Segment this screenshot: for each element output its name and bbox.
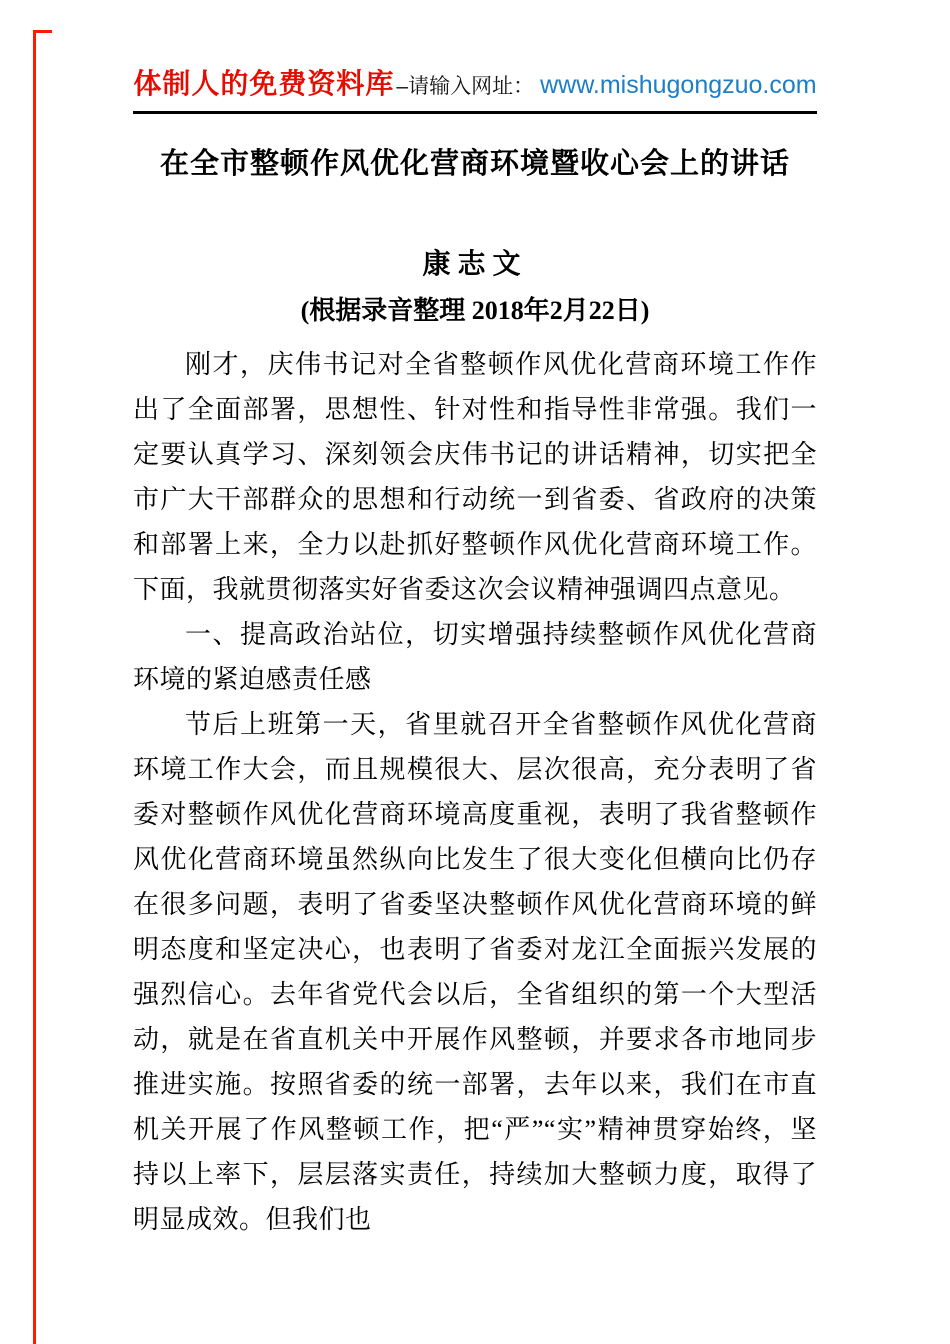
header-instruction: –请输入网址：	[396, 75, 535, 98]
site-url-link[interactable]: www.mishugongzuo.com	[540, 71, 817, 99]
site-header	[133, 66, 817, 114]
document-body	[133, 342, 817, 1242]
red-page-edge-tick	[33, 30, 52, 33]
paragraph: 刚才，庆伟书记对全省整顿作风优化营商环境工作作出了全面部署，思想性、针对性和指导性非常强。我们一定要认真学习、深刻领会庆伟书记的讲话精神，切实把全市广大干部群众的思想和行动统一到省委、省政府的决策和部署上来，全力以赴抓好整顿作风优化营商环境工作。下面，我就贯彻落实好省委这次会议精神强调四点意见。	[133, 350, 817, 604]
site-brand: 体制人的免费资料库	[133, 68, 395, 99]
author-name: 康志文	[422, 249, 528, 280]
paragraph: 节后上班第一天，省里就召开全省整顿作风优化营商环境工作大会，而且规模很大、层次很高，充分表明了省委对整顿作风优化营商环境高度重视，表明了我省整顿作风优化营商环境虽然纵向比发生了很大变化但横向比仍存在很多问题，表明了省委坚决整顿作风优化营商环境的鲜明态度和坚定决心，也表明了省委对龙江全面振兴发展的强烈信心。去年省党代会以后，全省组织的第一个大型活动，就是在省直机关中开展作风整顿，并要求各市地同步推进实施。按照省委的统一部署，去年以来，我们在市直机关开展了作风整顿工作，把“严”“实”精神贯穿始终，坚持以上率下，层层落实责任，持续加大整顿力度，取得了明显成效。但我们也	[133, 710, 817, 1234]
source-note: (根据录音整理 2018年2月22日)	[300, 296, 650, 325]
document-title: 在全市整顿作风优化营商环境暨收心会上的讲话	[159, 148, 790, 180]
section-heading-paragraph: 一、提高政治站位，切实增强持续整顿作风优化营商环境的紧迫感责任感	[133, 620, 817, 694]
page-content	[133, 0, 817, 1242]
red-page-edge-line	[33, 30, 36, 1344]
